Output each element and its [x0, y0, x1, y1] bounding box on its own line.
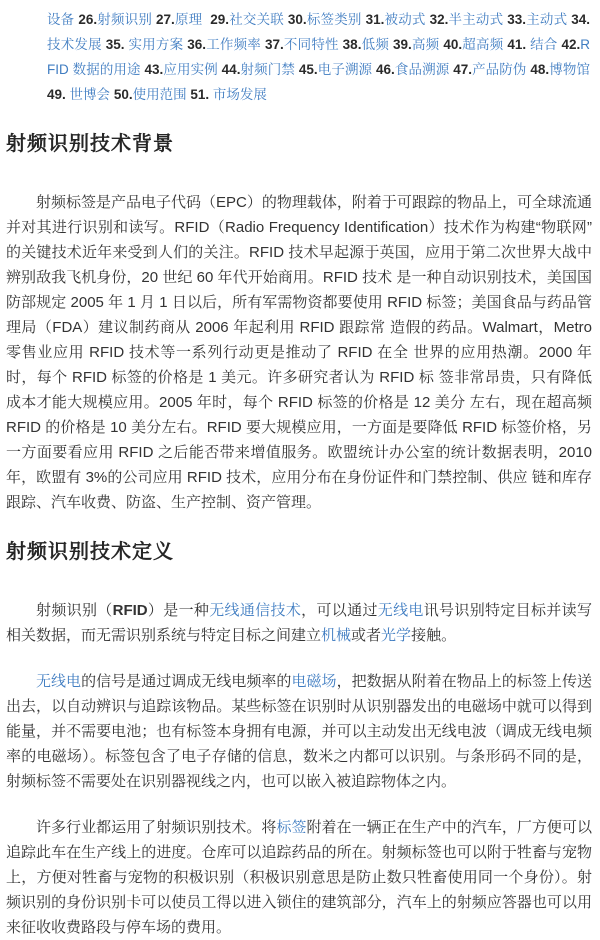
toc-link[interactable]: 实用方案 [128, 37, 184, 52]
toc-entry-number: 30. [287, 12, 307, 27]
text-run: 或者 [351, 627, 382, 644]
toc-entry-number: 29. [210, 12, 230, 27]
wiki-link[interactable]: 机械 [321, 627, 352, 644]
text-run: ）是一种 [147, 602, 210, 619]
toc-entry-number: 45. [298, 62, 318, 77]
toc-link[interactable]: 标签类别 [306, 12, 362, 27]
toc-link[interactable]: 不同特性 [283, 37, 339, 52]
text-run: ，把数据从附着在物品上的标签上传送出去，以自动辨识与追踪该物品。某些标签在识别时从识别器发出的电磁场中就可以得到能量，并不需要电池；也有标签本身拥有电源，并可以主动发出无线电波（调成无线电频率的电磁场）。标签包含了电子存储的信息，数米之内都可以识别。与条形码不同的是，射频标签不需要处在识别器视线之内，也可以嵌入被追踪物体之内。 [6, 673, 592, 790]
toc-entry-number: 31. [365, 12, 385, 27]
wiki-link[interactable]: 无线通信技术 [209, 602, 302, 619]
toc-entry-number: 26. [78, 12, 98, 27]
toc-link[interactable]: 原理 [174, 12, 203, 27]
toc-entry-number: 40. [443, 37, 463, 52]
toc-link[interactable]: RFID 数据的用途 [47, 37, 590, 77]
toc-link[interactable]: 使用范围 [132, 87, 187, 102]
paragraph-definition [6, 598, 592, 648]
toc-entry-number: 51. [190, 87, 210, 102]
text-run: 射频识别（ [36, 602, 113, 619]
toc-link[interactable]: 电子溯源 [317, 62, 373, 77]
heading-rfid-background: 射频识别技术背景 [6, 133, 174, 155]
toc-link[interactable]: 应用实例 [163, 62, 218, 77]
text-run: 讯号识别特定目标并读写相关数据，而无需识别系统与特定目标之间建立 [6, 602, 592, 644]
toc-link[interactable]: 射频门禁 [240, 62, 295, 77]
toc-entry-number: 36. [187, 37, 207, 52]
wiki-link[interactable]: 标签 [276, 819, 307, 836]
bold-text: RFID [112, 602, 148, 619]
text-run: 接触。 [411, 627, 457, 644]
toc-link[interactable]: 食品溯源 [394, 62, 450, 77]
paragraph-industry-usage [6, 815, 592, 940]
text-run: ，可以通过 [301, 602, 378, 619]
toc-entry-number: 27. [156, 12, 175, 27]
toc-entry-number: 48. [530, 62, 550, 77]
toc-entry-number: 32. [429, 12, 449, 27]
toc-link[interactable]: 被动式 [384, 12, 426, 27]
toc-link[interactable]: 产品防伪 [471, 62, 527, 77]
toc-link[interactable]: 超高频 [462, 37, 504, 52]
toc-entry-number: 33. [507, 12, 527, 27]
section-definition [6, 539, 592, 940]
toc-entry-number: 49. [47, 87, 66, 102]
toc-entry-number: 46. [376, 62, 395, 77]
wiki-link[interactable]: 光学 [381, 627, 412, 644]
toc-link[interactable]: 高频 [411, 37, 440, 52]
toc-link[interactable]: 博物馆 [549, 62, 590, 77]
toc-link[interactable]: 工作频率 [206, 37, 261, 52]
text-run: 的信号是通过调成无线电频率的 [81, 673, 292, 690]
toc-link[interactable]: 设备 [47, 12, 75, 27]
toc-entry-number: 39. [393, 37, 412, 52]
section-background [6, 131, 592, 515]
toc-entry-number: 47. [453, 62, 472, 77]
toc-entry-number: 43. [144, 62, 164, 77]
toc-entry-number: 38. [342, 37, 362, 52]
toc-entry-number: 34. [571, 12, 590, 27]
toc-link[interactable]: 主动式 [526, 12, 568, 27]
toc-link[interactable]: 射频识别 [97, 12, 153, 27]
toc-link[interactable]: 技术发展 [47, 37, 102, 52]
text-run: 射频标签是产品电子代码（EPC）的物理载体，附着于可跟踪的物品上，可全球流通 并对其进行识别和读写。RFID（Radio Frequency Identification）技术作为构建“物联网” 的关键技术近年来受到人们的关注。RFID 技术早起源于英国，应用于第二次世界大战中辨别敌我飞机身份，20 世纪 60 年代开始商用。RFID 技术 是一种自动识别技术，美国国防部规定 2005 年 1 月 1 日以后，所有军需物资都要使用 RFID 标签；美国食品与药品管理局（FDA）建议制药商从 2006 年起利用 RFID 跟踪常 造假的药品。Walmart，Metro 零售业应用 RFID 技术等一系列行动更是推动了 RFID 在全 世界的应用热潮。2000 年时，每个 RFID 标签的价格是 1 美元。许多研究者认为 RFID 标 签非常昂贵，只有降低成本才能大规模应用。2005 年时，每个 RFID 标签的价格是 12 美分 左右，现在超高频 RFID 的价格是 10 美分左右。RFID 要大规模应用，一方面是要降低 RFID 标签价格，另一方面要看应用 RFID 之后能否带来增值服务。欧盟统计办公室的统计数据表明，2010 年，欧盟有 3%的公司应用 RFID 技术，应用分布在身份证件和门禁控制、供应 链和库存跟踪、汽车收费、防盗、生产控制、资产管理。 [6, 194, 592, 511]
text-run: 附着在一辆正在生产中的汽车，厂方便可以追踪此车在生产线上的进度。仓库可以追踪药品的所在。射频标签也可以附于牲畜与宠物上，方便对牲畜与宠物的积极识别（积极识别意思是防止数只牲畜使用同一个身份）。射频识别的身份识别卡可以使员工得以进入锁住的建筑部分，汽车上的射频应答器也可以用来征收收费路段与停车场的费用。 [6, 819, 592, 936]
toc-link[interactable]: 市场发展 [212, 87, 267, 102]
heading-rfid-definition: 射频识别技术定义 [6, 541, 174, 563]
toc-link[interactable]: 世博会 [69, 87, 111, 102]
toc-link[interactable]: 半主动式 [448, 12, 504, 27]
toc-entry-number: 41. [507, 37, 527, 52]
toc-entry-number: 50. [113, 87, 133, 102]
table-of-contents [47, 7, 590, 107]
toc-entry-number: 35. [105, 37, 125, 52]
paragraph-background [6, 190, 592, 515]
wiki-link[interactable]: 无线电 [36, 673, 82, 690]
wiki-link[interactable]: 电磁场 [291, 673, 337, 690]
toc-link[interactable]: 低频 [361, 37, 390, 52]
toc-entry-number: 44. [221, 62, 241, 77]
toc-link[interactable]: 社交关联 [229, 12, 284, 27]
text-run: 许多行业都运用了射频识别技术。将 [36, 819, 277, 836]
toc-entry-number: 37. [264, 37, 284, 52]
toc-entry-number: 42. [561, 37, 581, 52]
wiki-link[interactable]: 无线电 [377, 602, 424, 619]
paragraph-radio-signal [6, 669, 592, 794]
toc-link[interactable]: 结合 [530, 37, 558, 52]
